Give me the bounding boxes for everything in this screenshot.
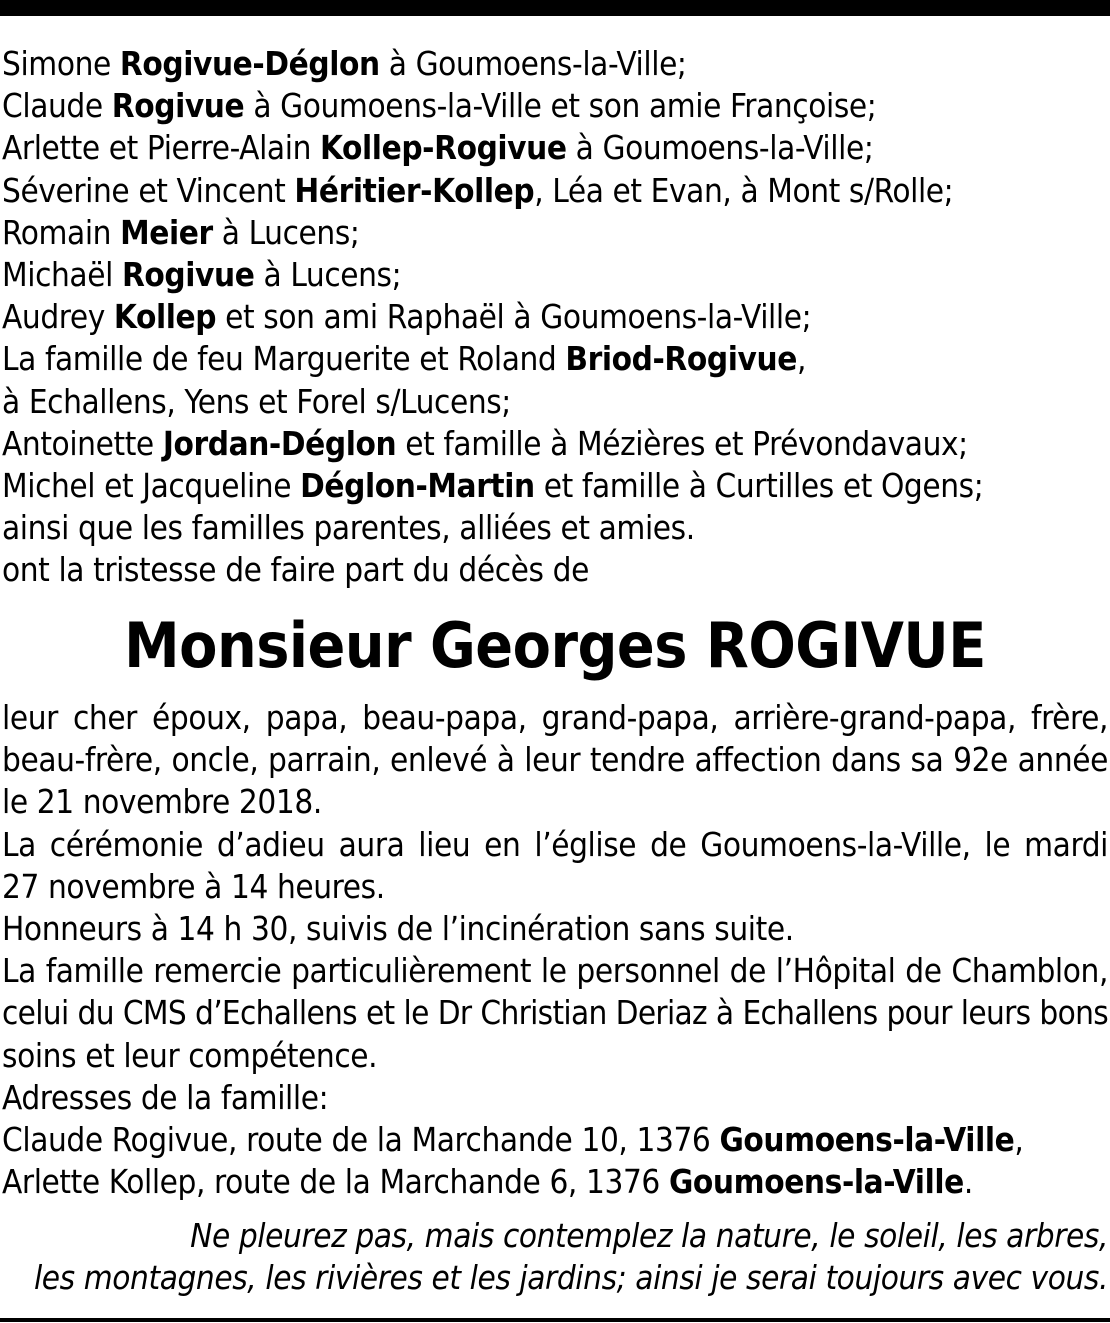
family-text: Romain	[2, 212, 121, 252]
family-bold-name: Rogivue-Déglon	[119, 44, 380, 83]
body-text: celui du CMS d’Echallens et le Dr Christian Deriaz à Echallens pour leurs bons	[2, 993, 1108, 1033]
family-bold-name: Kollep	[113, 297, 217, 337]
body-line	[2, 866, 1108, 908]
body-line	[2, 1035, 1108, 1077]
family-text: et famille à Curtilles et Ogens;	[534, 465, 984, 505]
body-line	[2, 1119, 1108, 1161]
body-text: Adresses de la famille:	[2, 1077, 329, 1117]
family-text: à Goumoens-la-Ville;	[379, 44, 687, 83]
family-line	[2, 127, 1108, 169]
family-text: Michel et Jacqueline	[2, 465, 301, 505]
quote-line: Ne pleurez pas, mais contemplez la nature, le soleil, les arbres,	[190, 1216, 1108, 1255]
family-text: à Lucens;	[254, 254, 402, 294]
family-line	[2, 212, 1108, 254]
family-text: La famille de feu Marguerite et Roland	[2, 339, 566, 379]
body-bold-name: Goumoens-la-Ville	[719, 1119, 1015, 1159]
body-text: Honneurs à 14 h 30, suivis de l’incinération sans suite.	[2, 908, 794, 948]
body-text: Claude Rogivue, route de la Marchande 10, 1376	[2, 1119, 720, 1159]
family-text: Simone	[2, 44, 120, 83]
family-bold-name: Meier	[120, 212, 213, 252]
family-bold-name: Jordan-Déglon	[162, 423, 397, 463]
body-line	[2, 908, 1108, 950]
family-text: et famille à Mézières et Prévondavaux;	[396, 423, 968, 463]
body-text: beau-frère, oncle, parrain, enlevé à leur tendre affection dans sa 92e année	[2, 740, 1108, 780]
family-bold-name: Kollep-Rogivue	[320, 128, 567, 168]
family-line	[2, 465, 1108, 507]
body-line	[2, 781, 1108, 823]
body-text: leur cher époux, papa, beau-papa, grand-papa, arrière-grand-papa, frère,	[2, 698, 1108, 737]
family-line	[2, 381, 1108, 423]
family-line	[2, 507, 1108, 549]
family-text: Audrey	[2, 297, 114, 337]
family-text: ,	[796, 339, 806, 379]
family-text: ainsi que les familles parentes, alliées et amies.	[2, 508, 695, 548]
body-text: La cérémonie d’adieu aura lieu en l’église de Goumoens-la-Ville, le mardi	[2, 824, 1108, 864]
family-bold-name: Rogivue	[111, 86, 245, 126]
family-line	[2, 423, 1108, 465]
family-text: Claude	[2, 86, 112, 126]
family-line	[2, 170, 1108, 212]
family-line	[2, 549, 1108, 591]
family-text: à Echallens, Yens et Forel s/Lucens;	[2, 381, 511, 421]
body-line	[2, 824, 1108, 866]
body-line	[2, 1077, 1108, 1119]
body-line	[2, 950, 1108, 992]
announcement-body	[2, 697, 1108, 1203]
family-bold-name: Héritier-Kollep	[294, 170, 535, 210]
body-text: .	[963, 1162, 973, 1202]
family-text: Séverine et Vincent	[2, 170, 295, 210]
family-line	[2, 338, 1108, 380]
body-text: soins et leur compétence.	[2, 1035, 378, 1075]
family-text: Arlette et Pierre-Alain	[2, 128, 321, 168]
family-text: , Léa et Evan, à Mont s/Rolle;	[534, 170, 954, 210]
body-line	[2, 739, 1108, 781]
deceased-name: Monsieur Georges ROGIVUE	[124, 609, 986, 682]
body-line	[2, 992, 1108, 1034]
body-text: ,	[1014, 1119, 1024, 1159]
family-line	[2, 85, 1108, 127]
family-list	[2, 43, 1108, 591]
family-text: à Goumoens-la-Ville;	[566, 128, 874, 168]
family-line	[2, 296, 1108, 338]
body-text: La famille remercie particulièrement le personnel de l’Hôpital de Chamblon,	[2, 951, 1108, 991]
top-rule	[0, 0, 1110, 16]
body-text: Arlette Kollep, route de la Marchande 6, 1376	[2, 1162, 669, 1202]
quote-line: les montagnes, les rivières et les jardins; ainsi je serai toujours avec vous.	[33, 1258, 1108, 1298]
family-line	[2, 43, 1108, 85]
family-text: à Lucens;	[212, 212, 360, 252]
family-text: Antoinette	[2, 423, 163, 463]
family-text: et son ami Raphaël à Goumoens-la-Ville;	[216, 297, 812, 337]
closing-quote	[2, 1215, 1108, 1299]
body-line	[2, 697, 1108, 739]
body-bold-name: Goumoens-la-Ville	[668, 1162, 964, 1202]
body-text: 27 novembre à 14 heures.	[2, 866, 385, 906]
body-text: le 21 novembre 2018.	[2, 782, 322, 822]
family-bold-name: Briod-Rogivue	[565, 339, 797, 379]
family-bold-name: Rogivue	[121, 254, 255, 294]
body-line	[2, 1161, 1108, 1203]
bottom-rule	[0, 1318, 1110, 1322]
family-text: ont la tristesse de faire part du décès de	[2, 550, 589, 590]
family-bold-name: Déglon-Martin	[300, 465, 535, 505]
family-text: à Goumoens-la-Ville et son amie Françoise;	[244, 86, 877, 126]
family-text: Michaël	[2, 254, 122, 294]
family-line	[2, 254, 1108, 296]
